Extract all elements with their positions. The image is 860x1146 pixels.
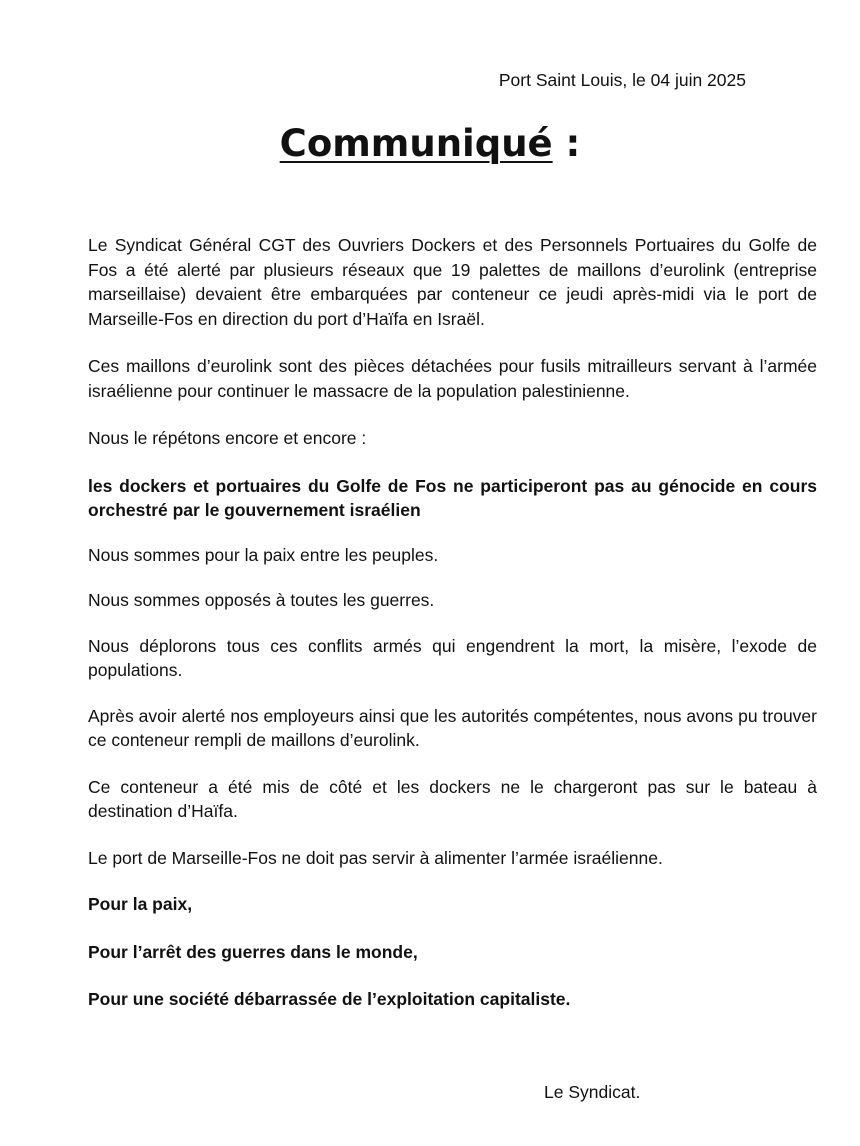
paragraph-deplore: Nous déplorons tous ces conflits armés qui engendrent la mort, la misère, l’exode de populations. — [88, 635, 817, 680]
paragraph-port: Le port de Marseille-Fos ne doit pas servir à alimenter l’armée israélienne. — [88, 847, 663, 868]
slogan-society: Pour une société débarrassée de l’exploitation capitaliste. — [88, 989, 571, 1009]
paragraph-statement: les dockers et portuaires du Golfe de Fos ne participeront pas au génocide en cours orchestré par le gouvernement israélien — [88, 475, 817, 520]
paragraph-repeat: Nous le répétons encore et encore : — [88, 428, 367, 448]
paragraph-container: Ce conteneur a été mis de côté et les dockers ne le chargeront pas sur le bateau à destination d’Haïfa. — [88, 776, 817, 821]
slogan-peace: Pour la paix, — [88, 894, 193, 914]
paragraph-peace: Nous sommes pour la paix entre les peuples. — [88, 544, 439, 565]
date-line: Port Saint Louis, le 04 juin 2025 — [498, 70, 746, 90]
paragraph-eurolink: Ces maillons d’eurolink sont des pièces détachées pour fusils mitrailleurs servant à l’armée israélienne pour continuer le massacre de la population palestinienne. — [88, 356, 817, 401]
title-colon: : — [552, 122, 581, 165]
page-title — [0, 118, 860, 170]
paragraph-alert: Le Syndicat Général CGT des Ouvriers Dockers et des Personnels Portuaires du Golfe de Fos a été alerté par plusieurs réseaux que 19 palettes de maillons d’eurolink (entreprise marseillaise) devaient être embarquées par conteneur ce jeudi après-midi via le port de Marseille-Fos en direction du port d’Haïfa en Israël. — [88, 235, 817, 329]
slogan-wars: Pour l’arrêt des guerres dans le monde, — [88, 941, 418, 962]
communique-body — [88, 233, 817, 1012]
signature: Le Syndicat. — [544, 1082, 641, 1102]
paragraph-found: Après avoir alerté nos employeurs ainsi que les autorités compétentes, nous avons pu trouver ce conteneur rempli de maillons d’eurolink. — [88, 705, 817, 750]
paragraph-opposed: Nous sommes opposés à toutes les guerres. — [88, 590, 435, 610]
title-word: Communiqué — [279, 122, 553, 165]
